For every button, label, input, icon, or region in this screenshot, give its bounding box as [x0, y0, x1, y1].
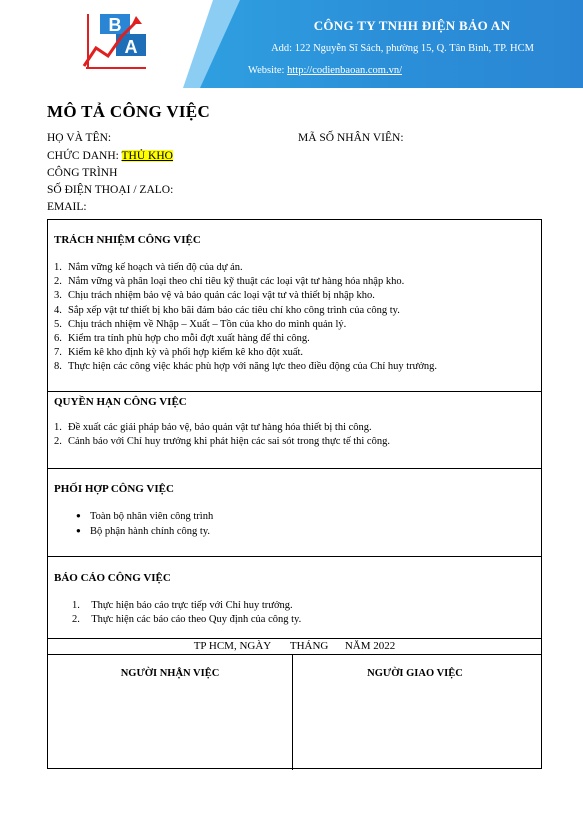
list-item: 7. Kiểm kê kho định kỳ và phối hợp kiểm kê kho đột xuất.: [54, 347, 304, 358]
website-label: Website:: [248, 65, 288, 76]
company-logo: [82, 10, 148, 70]
position-field: [47, 150, 173, 162]
list-item: 1. Nắm vững kế hoạch và tiến độ của dự án.: [54, 262, 243, 273]
email-label: EMAIL:: [47, 201, 87, 213]
section-divider: [48, 638, 541, 639]
responsibilities-title: TRÁCH NHIỆM CÔNG VIỆC: [54, 234, 201, 246]
list-item: 8. Thực hiện các công việc khác phù hợp với năng lực theo điều động của Chỉ huy trưởng.: [54, 361, 438, 372]
list-item: ● Toàn bộ nhân viên công trình: [76, 511, 214, 522]
list-item: 1. Thực hiện báo cáo trực tiếp với Chỉ huy trưởng.: [72, 600, 293, 611]
list-item: 1. Đề xuất các giải pháp bảo vệ, bảo quản vật tư hàng hóa thiết bị thi công.: [54, 422, 372, 433]
name-label: HỌ VÀ TÊN:: [47, 132, 112, 144]
company-address: Add: 122 Nguyễn Sĩ Sách, phường 15, Q. Tân Bình, TP. HCM: [271, 43, 534, 54]
list-item: ● Bộ phận hành chính công ty.: [76, 526, 211, 537]
job-description-table: [47, 219, 542, 769]
assigner-signature-label: NGƯỜI GIAO VIỆC: [367, 668, 463, 679]
company-website: [248, 65, 402, 76]
receiver-signature-label: NGƯỜI NHẬN VIỆC: [120, 668, 220, 679]
phone-label: SỐ ĐIỆN THOẠI / ZALO:: [47, 184, 174, 196]
authority-title: QUYỀN HẠN CÔNG VIỆC: [54, 396, 187, 408]
position-value: THỦ KHO: [121, 150, 173, 162]
website-link[interactable]: http://codienbaoan.com.vn/: [287, 65, 402, 76]
date-line: TP HCM, NGÀY THÁNG NĂM 2022: [193, 640, 396, 652]
logo-letter-a: A: [124, 37, 138, 57]
page-title: MÔ TẢ CÔNG VIỆC: [47, 102, 211, 121]
section-divider: [48, 654, 541, 655]
list-item: 2. Cảnh báo với Chỉ huy trưởng khi phát hiện các sai sót trong thực tế thi công.: [54, 436, 390, 447]
employee-id-label: MÃ SỐ NHÂN VIÊN:: [298, 132, 404, 144]
list-item: 6. Kiểm tra tính phù hợp cho mỗi đợt xuất hàng để thi công.: [54, 333, 310, 344]
section-divider: [48, 556, 541, 557]
section-divider: [48, 391, 541, 392]
site-label: CÔNG TRÌNH: [47, 167, 118, 179]
logo-letter-b: B: [108, 15, 122, 35]
list-item: 2. Nắm vững và phân loại theo chỉ tiêu kỹ thuật các loại vật tư hàng hóa nhập kho.: [54, 276, 405, 287]
company-name: CÔNG TY TNHH ĐIỆN BẢO AN: [313, 18, 511, 33]
coordination-title: PHỐI HỢP CÔNG VIỆC: [54, 483, 174, 495]
list-item: 4. Sắp xếp vật tư thiết bị kho bãi đảm bảo các tiêu chí kho công trình của công ty.: [54, 305, 400, 316]
list-item: 2. Thực hiện các báo cáo theo Quy định của công ty.: [72, 614, 302, 625]
position-label: CHỨC DANH:: [47, 150, 122, 162]
reporting-title: BÁO CÁO CÔNG VIỆC: [54, 572, 171, 584]
list-item: 3. Chịu trách nhiệm bảo vệ và bảo quản các loại vật tư và thiết bị nhập kho.: [54, 290, 375, 301]
list-item: 5. Chịu trách nhiệm về Nhập – Xuất – Tồn của kho do mình quản lý.: [54, 319, 347, 330]
section-divider: [48, 468, 541, 469]
